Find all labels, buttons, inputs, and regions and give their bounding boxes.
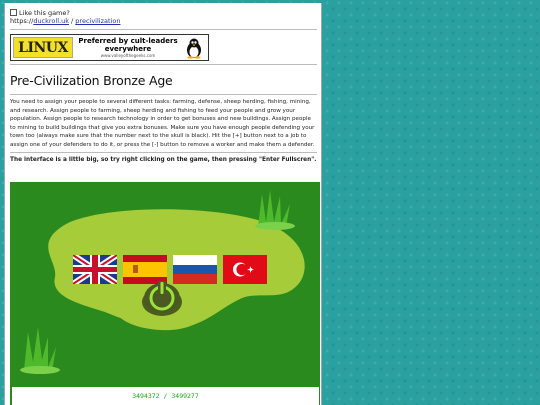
like-label: Like this game? <box>19 8 70 17</box>
tux-penguin-icon <box>183 37 205 59</box>
counter-bar <box>12 387 319 405</box>
flag-english-icon[interactable] <box>73 255 117 284</box>
banner-line2: everywhere <box>104 44 152 53</box>
page-title: Pre-Civilization Bronze Age <box>10 73 173 88</box>
game-canvas[interactable] <box>10 182 320 405</box>
linux-logo: LINUX <box>13 37 73 58</box>
divider <box>10 94 317 95</box>
breadcrumb-site-link[interactable]: duckroll.uk <box>33 17 69 25</box>
power-button-icon[interactable] <box>138 278 186 318</box>
divider <box>10 64 317 65</box>
like-checkbox[interactable] <box>10 9 17 16</box>
banner-url: www.valleyofthegeeks.com <box>100 52 156 58</box>
breadcrumb-page-link[interactable]: precivilization <box>75 17 121 25</box>
breadcrumb-prefix: https:// <box>10 17 34 25</box>
fullscreen-note: The interface is a little big, so try right clicking on the game, then pressing "Enter Fullscren". <box>10 157 317 163</box>
page-panel <box>4 3 322 405</box>
divider <box>10 152 317 153</box>
flag-turkish-icon[interactable] <box>223 255 267 284</box>
breadcrumb <box>10 17 317 26</box>
breadcrumb-separator: / <box>68 17 76 25</box>
banner-line1: Preferred by cult-leaders <box>78 36 178 45</box>
like-row <box>10 8 317 17</box>
game-description: You need to assign your people to several different tasks: farming, defense, sheep herding, fishing, mining, and research. Assign people to farming, sheep herding and fishing to feed your people and grow your population. Assign people to research technology in order to get bonuses and new buildings. Assign people to mining to build buildings that give you extra bonuses. Make sure you have enough people defending your town too (always make sure that the number next to the skull is black). Hit the [+] button next to a job to assign one of your defenders to do it, or press the [-] button to remove a worker and make them a defender. <box>10 99 315 148</box>
progress-counter: 3494372 / 3499277 <box>132 392 199 400</box>
divider <box>10 29 317 30</box>
linux-ad-banner[interactable] <box>10 34 209 61</box>
